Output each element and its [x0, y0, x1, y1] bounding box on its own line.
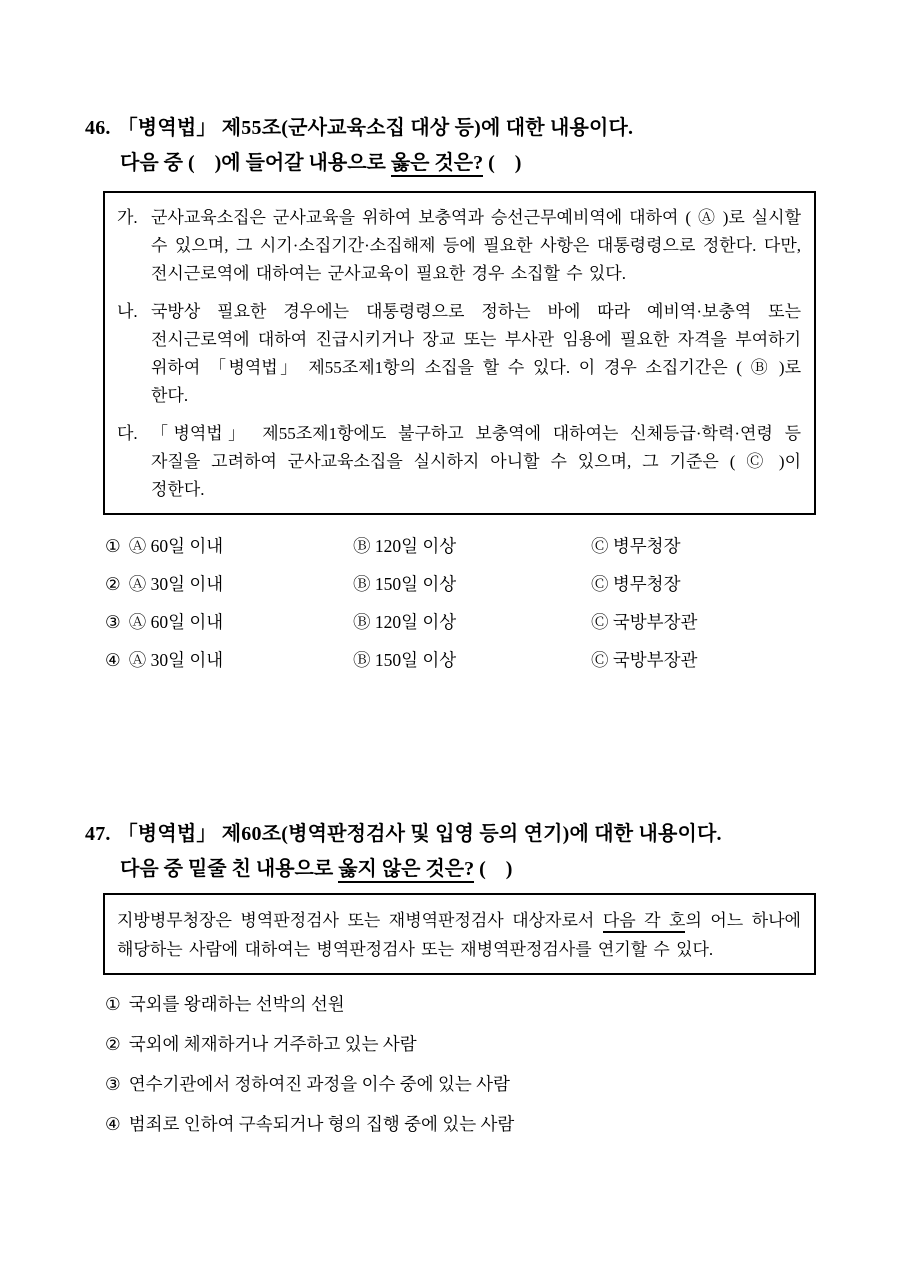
question-47-prompt-prefix: 다음 중 밑줄 친 내용으로	[120, 858, 339, 880]
option-47-3-number: ③	[105, 1074, 121, 1094]
question-47-option-4	[105, 1111, 900, 1137]
passage-item-na-label: 나.	[117, 302, 138, 321]
option-1-col-a	[105, 533, 353, 559]
question-47	[0, 821, 900, 1137]
option-4-a-value: Ⓐ 30일 이내	[128, 650, 224, 670]
question-47-option-1	[105, 991, 900, 1017]
option-47-4-number: ④	[105, 1114, 121, 1134]
option-1-c-value: Ⓒ 병무청장	[591, 536, 681, 556]
option-47-4-text: 범죄로 인하여 구속되거나 형의 집행 중에 있는 사람	[128, 1114, 515, 1134]
option-3-b-value: Ⓑ 120일 이상	[353, 612, 457, 632]
question-47-number: 47.	[85, 823, 111, 845]
question-47-passage-text	[117, 906, 801, 964]
passage-item-ga	[117, 204, 801, 288]
option-2-b-value: Ⓑ 150일 이상	[353, 574, 457, 594]
option-47-3-text: 연수기관에서 정하여진 과정을 이수 중에 있는 사람	[128, 1074, 510, 1094]
option-4-number: ④	[105, 650, 121, 670]
passage-47-suffix: 의 어느 하나에 해당하는 사람에 대하여는 병역판정검사 또는 재병역판정검사를 연기할 수 있다.	[117, 911, 801, 959]
question-46-prompt-prefix: 다음 중 ( )에 들어갈 내용으로	[120, 152, 391, 174]
option-1-b-value: Ⓑ 120일 이상	[353, 536, 457, 556]
question-47-options	[105, 991, 900, 1137]
option-47-1-number: ①	[105, 994, 121, 1014]
option-47-1-text: 국외를 왕래하는 선박의 선원	[128, 994, 345, 1014]
option-1-number: ①	[105, 536, 121, 556]
option-47-2-number: ②	[105, 1034, 121, 1054]
option-3-a-value: Ⓐ 60일 이내	[128, 612, 224, 632]
option-4-c-value: Ⓒ 국방부장관	[591, 650, 698, 670]
question-46-options	[105, 533, 900, 673]
option-1-a-value: Ⓐ 60일 이내	[128, 536, 224, 556]
option-2-a-value: Ⓐ 30일 이내	[128, 574, 224, 594]
option-2-col-a	[105, 571, 353, 597]
option-4-b-value: Ⓑ 150일 이상	[353, 650, 457, 670]
option-2-c-value: Ⓒ 병무청장	[591, 574, 681, 594]
option-3-col-a	[105, 609, 353, 635]
passage-47-prefix: 지방병무청장은 병역판정검사 또는 재병역판정검사 대상자로서	[117, 911, 603, 930]
passage-item-da-text: 「병역법」 제55조제1항에도 불구하고 보충역에 대하여는 신체등급·학력·연령 등 자질을 고려하여 군사교육소집을 실시하지 아니할 수 있으며, 그 기준은 ( Ⓒ )이 정한다.	[151, 424, 801, 499]
passage-item-na-text: 국방상 필요한 경우에는 대통령령으로 정하는 바에 따라 예비역·보충역 또는 전시근로역에 대하여 진급시키거나 장교 또는 부사관 임용에 필요한 자격을 부여하기 위하여 「병역법」 제55조제1항의 소집을 할 수 있다. 이 경우 소집기간은 ( Ⓑ )로 한다.	[151, 302, 801, 405]
question-46-option-4	[105, 647, 900, 673]
question-46-title-text: 「병역법」 제55조(군사교육소집 대상 등)에 대한 내용이다.	[117, 117, 634, 139]
question-46-prompt	[120, 150, 900, 177]
passage-item-da-label: 다.	[117, 424, 138, 443]
question-46-option-2	[105, 571, 900, 597]
passage-47-underlined: 다음 각 호	[603, 911, 686, 933]
question-46-passage-box	[103, 191, 816, 515]
question-47-prompt	[120, 856, 900, 883]
option-2-number: ②	[105, 574, 121, 594]
question-46-number: 46.	[85, 117, 111, 139]
question-47-title-text: 「병역법」 제60조(병역판정검사 및 입영 등의 연기)에 대한 내용이다.	[117, 823, 722, 845]
question-47-option-3	[105, 1071, 900, 1097]
question-47-option-2	[105, 1031, 900, 1057]
passage-item-ga-label: 가.	[117, 208, 138, 227]
question-47-title	[85, 821, 900, 848]
question-47-passage-box	[103, 893, 816, 975]
question-47-prompt-underlined: 옳지 않은 것은?	[338, 858, 474, 883]
passage-item-da	[117, 420, 801, 504]
option-3-c-value: Ⓒ 국방부장관	[591, 612, 698, 632]
question-46-option-3	[105, 609, 900, 635]
passage-item-na	[117, 298, 801, 410]
question-46-title	[85, 115, 900, 142]
option-4-col-a	[105, 647, 353, 673]
option-3-number: ③	[105, 612, 121, 632]
passage-item-ga-text: 군사교육소집은 군사교육을 위하여 보충역과 승선근무예비역에 대하여 ( Ⓐ )로 실시할 수 있으며, 그 시기·소집기간·소집해제 등에 필요한 사항은 대통령령으로 정한다. 다만, 전시근로역에 대하여는 군사교육이 필요한 경우 소집할 수 있다.	[151, 208, 801, 283]
question-46-prompt-underlined: 옳은 것은?	[391, 152, 483, 177]
option-47-2-text: 국외에 체재하거나 거주하고 있는 사람	[128, 1034, 417, 1054]
question-46-prompt-suffix: ( )	[483, 152, 522, 174]
question-46-option-1	[105, 533, 900, 559]
question-47-prompt-suffix: ( )	[474, 858, 513, 880]
